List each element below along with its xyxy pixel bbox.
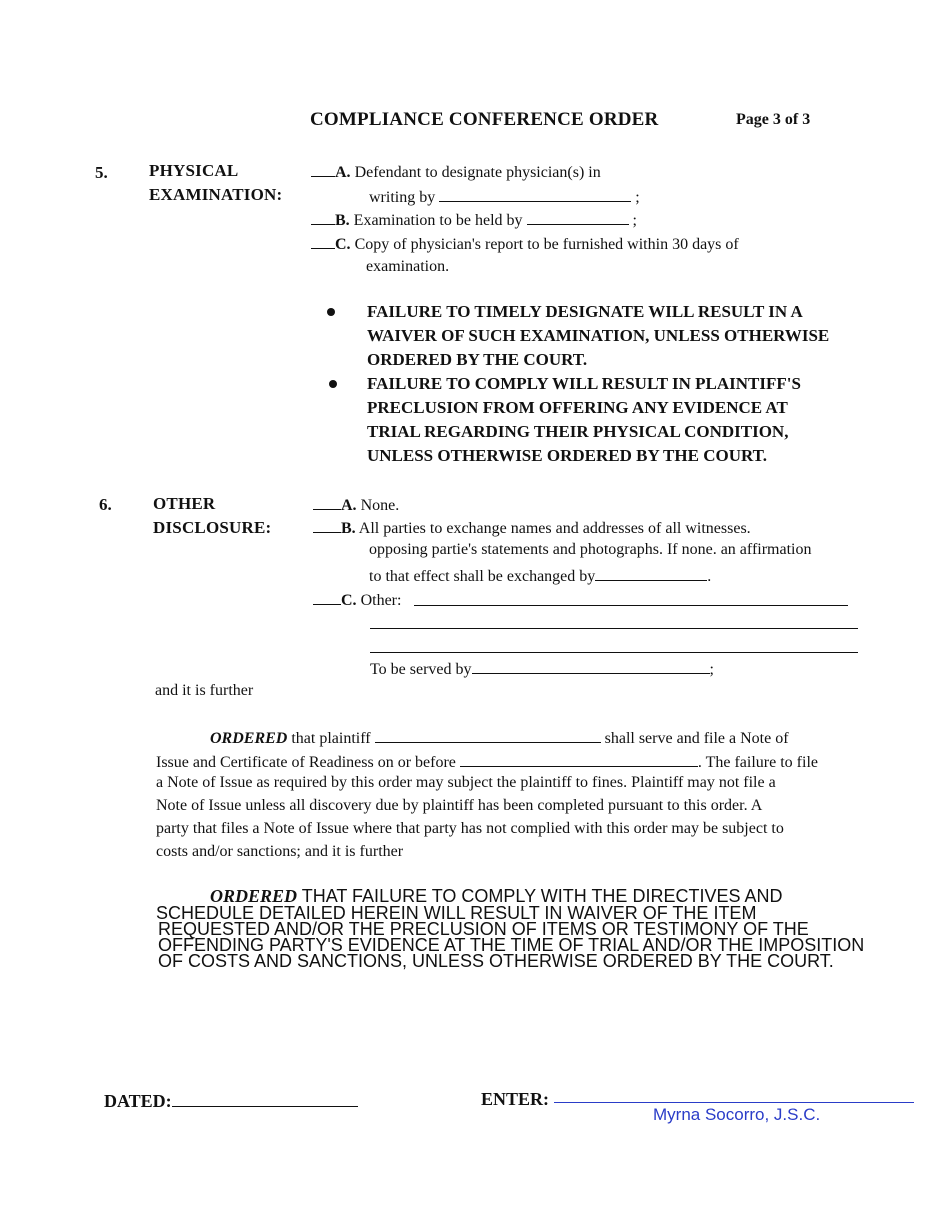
- checkbox-blank[interactable]: [311, 233, 335, 249]
- warning-line: ORDERED BY THE COURT.: [367, 350, 588, 369]
- fill-in-blank[interactable]: [439, 186, 631, 202]
- item-text: Defendant to designate physician(s) in: [354, 164, 601, 181]
- enter-label: ENTER:: [481, 1089, 550, 1109]
- bullet-icon: [329, 380, 337, 388]
- item-letter: C.: [335, 236, 351, 253]
- ordered-line: SCHEDULE DETAILED HEREIN WILL RESULT IN WAIVER OF THE ITEM: [156, 903, 757, 923]
- ordered-line: costs and/or sanctions; and it is further: [156, 843, 404, 860]
- item-text: writing by: [369, 189, 436, 206]
- item-letter: B.: [341, 520, 356, 537]
- date-blank[interactable]: [460, 751, 698, 767]
- ordered-line: REQUESTED AND/OR THE PRECLUSION OF ITEMS OR TESTIMONY OF THE: [158, 919, 809, 939]
- judge-signature-line[interactable]: [554, 1102, 914, 1103]
- item-letter: B.: [335, 212, 350, 229]
- ordered-line: OF COSTS AND SANCTIONS, UNLESS OTHERWISE ORDERED BY THE COURT.: [158, 951, 834, 971]
- item-5c-line2: examination.: [366, 258, 450, 275]
- plaintiff-name-blank[interactable]: [375, 727, 601, 743]
- other-fill-line[interactable]: [370, 628, 858, 629]
- checkbox-blank[interactable]: [313, 494, 341, 510]
- section-number: 5.: [95, 163, 108, 182]
- item-5a-line2: [369, 186, 640, 207]
- section-heading-line1: OTHER: [153, 494, 216, 513]
- dated-label: DATED:: [104, 1091, 172, 1111]
- served-by-label: To be served by: [370, 661, 472, 678]
- dated-line: [104, 1091, 358, 1112]
- ordered-lead: ORDERED: [210, 730, 288, 747]
- item-text: Other:: [360, 592, 402, 609]
- section-heading-line2: DISCLOSURE:: [153, 518, 272, 537]
- ordered-line: Note of Issue unless all discovery due by plaintiff has been completed pursuant to this order. A: [156, 797, 763, 814]
- fill-in-blank[interactable]: [527, 209, 629, 225]
- fill-in-blank[interactable]: [595, 565, 707, 581]
- item-6a: [313, 494, 399, 515]
- warning-line: FAILURE TO COMPLY WILL RESULT IN PLAINTIFF'S: [367, 374, 801, 393]
- text: . The failure to file: [697, 754, 818, 771]
- ordered-line: a Note of Issue as required by this order may subject the plaintiff to fines. Plaintiff may not file a: [156, 774, 776, 791]
- warning-line: TRIAL REGARDING THEIR PHYSICAL CONDITION,: [367, 422, 789, 441]
- checkbox-blank[interactable]: [311, 161, 335, 177]
- ordered-line: OFFENDING PARTY'S EVIDENCE AT THE TIME OF TRIAL AND/OR THE IMPOSITION: [158, 935, 865, 955]
- date-signature-blank[interactable]: [172, 1091, 358, 1107]
- served-by-line: [370, 658, 714, 679]
- item-6b-line3: [369, 565, 711, 586]
- item-5b: [311, 209, 637, 230]
- text: that plaintiff: [291, 730, 371, 747]
- ordered-lead: ORDERED: [210, 886, 298, 906]
- document-title: COMPLIANCE CONFERENCE ORDER: [310, 109, 659, 130]
- checkbox-blank[interactable]: [313, 589, 341, 605]
- warning-line: PRECLUSION FROM OFFERING ANY EVIDENCE AT: [367, 398, 788, 417]
- item-letter: C.: [341, 592, 357, 609]
- item-6b: [313, 517, 751, 538]
- item-text: Copy of physician's report to be furnished within 30 days of: [354, 236, 739, 253]
- ordered-line: party that files a Note of Issue where that party has not complied with this order may be subject to: [156, 820, 784, 837]
- checkbox-blank[interactable]: [313, 517, 341, 533]
- page-number: Page 3 of 3: [736, 111, 811, 128]
- section-number: 6.: [99, 495, 112, 514]
- item-6b-line2: opposing partie's statements and photographs. If none. an affirmation: [369, 541, 812, 558]
- text: Issue and Certificate of Readiness on or before: [156, 754, 456, 771]
- text: THAT FAILURE TO COMPLY WITH THE DIRECTIVES AND: [301, 886, 783, 906]
- item-text: to that effect shall be exchanged by: [369, 568, 596, 585]
- punct: ;: [635, 189, 640, 206]
- punct: .: [707, 568, 712, 585]
- item-6c: [313, 589, 401, 610]
- item-5c: [311, 233, 739, 254]
- warning-line: UNLESS OTHERWISE ORDERED BY THE COURT.: [367, 446, 767, 465]
- section-heading-line1: PHYSICAL: [149, 161, 239, 180]
- other-fill-line[interactable]: [414, 605, 848, 606]
- item-5a: [311, 161, 601, 182]
- warning-line: FAILURE TO TIMELY DESIGNATE WILL RESULT IN A: [367, 302, 803, 321]
- ordered-line: [210, 727, 789, 748]
- checkbox-blank[interactable]: [311, 209, 335, 225]
- item-text: All parties to exchange names and addresses of all witnesses.: [358, 520, 751, 537]
- punct: ;: [709, 661, 714, 678]
- item-letter: A.: [335, 164, 351, 181]
- ordered-line: [156, 751, 818, 772]
- warning-line: WAIVER OF SUCH EXAMINATION, UNLESS OTHERWISE: [367, 326, 830, 345]
- item-letter: A.: [341, 497, 357, 514]
- item-text: Examination to be held by: [353, 212, 523, 229]
- section-heading-line2: EXAMINATION:: [149, 185, 283, 204]
- bullet-icon: [327, 308, 335, 316]
- judge-name: Myrna Socorro, J.S.C.: [653, 1105, 821, 1124]
- text: shall serve and file a Note of: [604, 730, 789, 747]
- and-it-is-further: and it is further: [155, 682, 254, 699]
- fill-in-blank[interactable]: [472, 658, 710, 674]
- punct: ;: [632, 212, 637, 229]
- item-text: None.: [360, 497, 400, 514]
- other-fill-line[interactable]: [370, 652, 858, 653]
